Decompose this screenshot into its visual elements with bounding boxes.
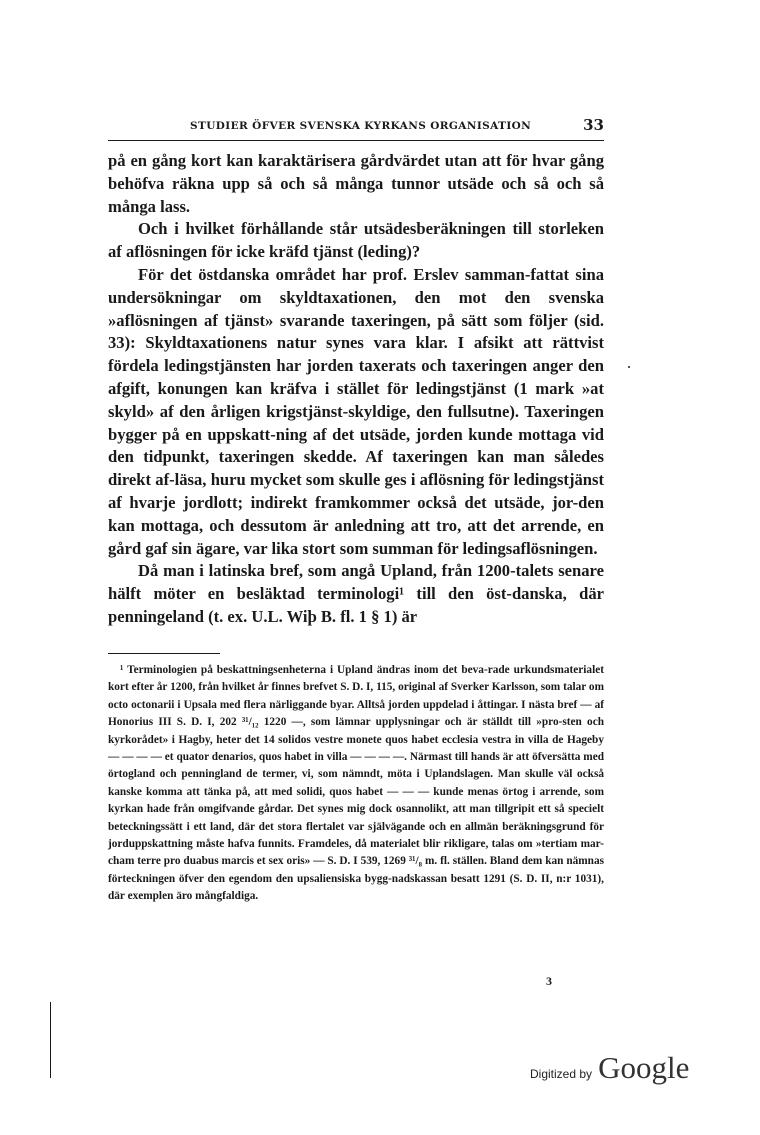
scan-speck: [628, 366, 630, 368]
scan-margin-line: [50, 1002, 51, 1078]
page-number: 33: [583, 116, 604, 134]
running-head: [108, 116, 604, 138]
paragraph: på en gång kort kan karaktärisera gårdvärdet utan att för hvar gång behöfva räkna upp så och så många tunnor utsäde och så och så många lass.: [108, 151, 604, 216]
paragraph: Då man i latinska bref, som angå Upland, från 1200-talets senare hälft möter en besläktad terminologi¹ till den öst-danska, där penningeland (t. ex. U.L. Wiþ B. fl. 1 § 1) är: [108, 561, 604, 626]
running-head-title: STUDIER ÖFVER SVENSKA KYRKANS ORGANISATION: [190, 120, 532, 132]
watermark-prefix: Digitized by: [530, 1067, 593, 1081]
footnote-text: ¹ Terminologien på beskattningsenheterna i Upland ändras inom det beva-rade urkundsmaterialet kort efter år 1200, från hvilket år finnes brefvet S. D. I, 115, original af Sverker Karlsson, som talar om octo octonarii i Upsala med flera närliggande byar. Alltså jorden uppdelad i åttingar. I nästa bref — af Honorius III S. D. I, 202 ³¹/₁₂ 1220 —, som lämnar upplysningar och är ställdt till »pro-sten och kyrkorådet» i Hagby, heter det 14 solidos vestre monete quos habet ecclesia vestra in villa de Hageby — — — — et quator denarios, quos habet in villa — — — —. Närmast till hands är att öfversätta med örtogland och penningland de termer, vi, som nämndt, möta i Uplandslagen. Man skulle väl också kanske komma att tänka på, att med solidi, quos habet — — — kunde menas örtog i arrende, som kyrkan hade från omgifvande gårdar. Det synes mig dock osannolikt, att man tillgripit ett så specielt beteckningssätt i ett land, där det stora flertalet var självägande och en allmän beräkningsgrund för jorduppskattning måste hafva funnits. Framdeles, då materialet blir rikligare, talas om »tertiam mar-cham terre pro duabus marcis et sex oris» — S. D. I 539, 1269 ³¹/₈ m. fl. ställen. Bland dem kan nämnas förteckningen öfver den egendom den upsaliensiska bygg-nadskassan besatt 1291 (S. D. II, n:r 1031), där exemplen äro mångfaldiga.: [108, 664, 604, 903]
footnote: [108, 662, 604, 906]
paragraph: Och i hvilket förhållande står utsädesberäkningen till storleken af aflösningen för icke kräfd tjänst (leding)?: [108, 219, 604, 262]
footnote-rule: [108, 653, 220, 654]
signature-mark: 3: [546, 974, 552, 988]
digitized-watermark: [530, 1050, 689, 1090]
google-logo: Google: [598, 1050, 690, 1085]
body-text: [108, 150, 604, 629]
header-rule: [108, 140, 604, 141]
paragraph: För det östdanska området har prof. Erslev samman-fattat sina undersökningar om skyldtaxationen, den mot den svenska »aflösningen af tjänst» svarande taxeringen, på sätt som följer (sid. 33): Skyldtaxationens natur synes vara klar. I afsikt att rättvist fördela ledingstjänsten har jorden taxerats och taxeringen anger den afgift, konungen kan kräfva i stället för ledingstjänst (1 mark »at skyld» af den årligen krigstjänst-skyldige, den fullsutne). Taxeringen bygger på en uppskatt-ning af det utsäde, jorden kunde mottaga vid den tidpunkt, taxeringen skedde. Af taxeringen kan man således direkt af-läsa, huru mycket som skulle ges i aflösning för ledingstjänst af hvarje jordlott; indirekt framkommer också det utsäde, jor-den kan mottaga, och dessutom är anledning att tro, att det arrende, en gård gaf sin ägare, var lika stort som summan för ledingsaflösningen.: [108, 264, 604, 558]
